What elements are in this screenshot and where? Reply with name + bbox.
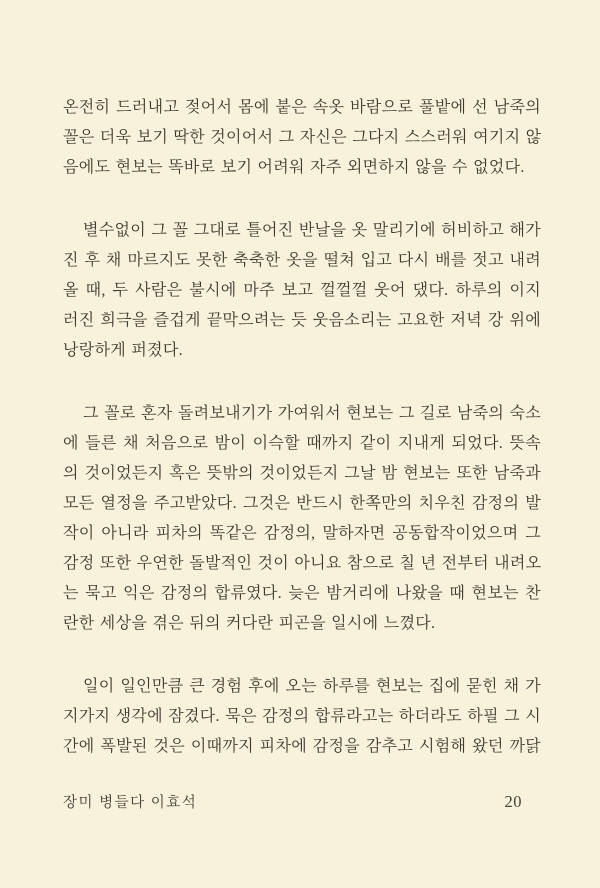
text-line: 는 묵고 익은 감정의 합류였다. 늦은 밤거리에 나왔을 때 현보는 찬 <box>63 585 541 602</box>
text-line: 감정 또한 우연한 돌발적인 것이 아니요 참으로 칠 년 전부터 내려오 <box>63 555 541 572</box>
paragraph <box>63 672 541 762</box>
text-line: 음에도 현보는 똑바로 보기 어려워 자주 외면하지 않을 수 없었다. <box>63 159 525 176</box>
text-line: 간에 폭발된 것은 이때까지 피차에 감정을 감추고 시험해 왔던 까닭 <box>63 738 541 755</box>
book-title-author: 장미 병들다 이효석 <box>63 795 198 811</box>
text-line: 꼴은 더욱 보기 딱한 것이어서 그 자신은 그다지 스스러워 여기지 않 <box>63 129 541 146</box>
text-line: 지가지 생각에 잠겼다. 묵은 감정의 합류라고는 하더라도 하필 그 시 <box>63 708 541 725</box>
text-line: 러진 희극을 즐겁게 끝막으려는 듯 웃음소리는 고요한 저녁 강 위에 <box>63 312 541 329</box>
page-footer <box>63 791 541 812</box>
text-line: 일이 일인만큼 큰 경험 후에 오는 하루를 현보는 집에 묻힌 채 가 <box>83 678 541 695</box>
text-line: 낭랑하게 퍼졌다. <box>63 342 183 359</box>
page-number: 20 <box>504 792 522 811</box>
page-text-block <box>63 93 541 762</box>
text-line: 에 들른 채 처음으로 밤이 이슥할 때까지 같이 지내게 되었다. 뜻속 <box>63 435 541 452</box>
text-line: 모든 열정을 주고받았다. 그것은 반드시 한쪽만의 치우친 감정의 발 <box>63 495 541 512</box>
text-line: 올 때, 두 사람은 불시에 마주 보고 껄껄껄 웃어 댔다. 하루의 이지 <box>63 282 541 299</box>
text-line: 그 꼴로 혼자 돌려보내기가 가여워서 현보는 그 길로 남죽의 숙소 <box>83 405 541 422</box>
text-line: 진 후 채 마르지도 못한 축축한 옷을 떨쳐 입고 다시 배를 젓고 내려 <box>63 252 541 269</box>
text-line: 별수없이 그 꼴 그대로 틀어진 반날을 옷 말리기에 허비하고 해가 <box>83 222 541 239</box>
paragraph <box>63 399 541 639</box>
text-line: 작이 아니라 피차의 똑같은 감정의, 말하자면 공동합작이었으며 그 <box>63 525 541 542</box>
paragraph <box>63 216 541 366</box>
text-line: 온전히 드러내고 젖어서 몸에 붙은 속옷 바람으로 풀밭에 선 남죽의 <box>63 99 541 116</box>
paragraph <box>63 93 541 183</box>
text-line: 의 것이었든지 혹은 뜻밖의 것이었든지 그날 밤 현보는 또한 남죽과 <box>63 465 541 482</box>
text-line: 란한 세상을 겪은 뒤의 커다란 피곤을 일시에 느꼈다. <box>63 615 436 632</box>
